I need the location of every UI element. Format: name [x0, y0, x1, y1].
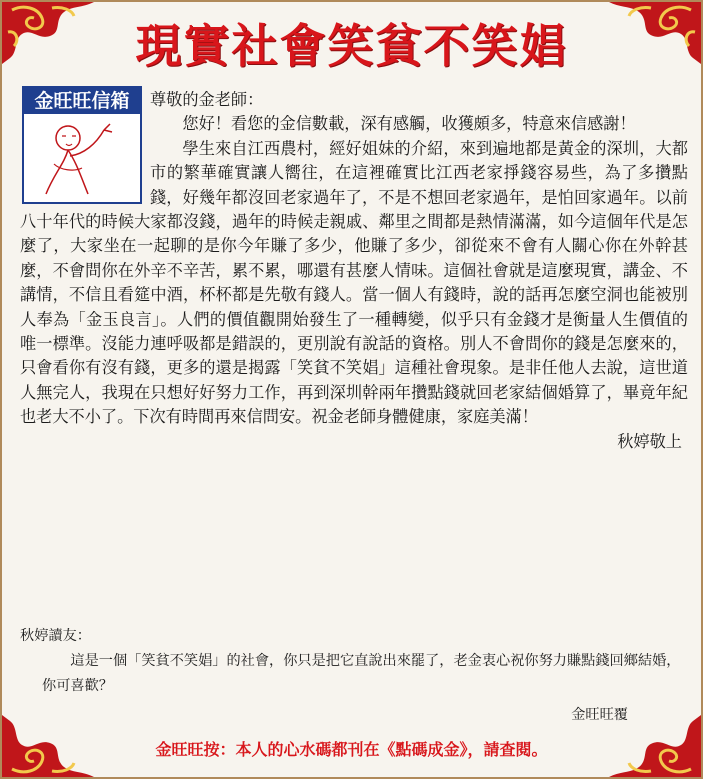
letter-signature: 秋婷敬上 — [617, 431, 682, 451]
column-logo-label: 金旺旺信箱 — [24, 88, 140, 114]
letter-paragraph: 學生來自江西農村，經好姐妹的介紹，來到遍地都是黃金的深圳，大都市的繁華確實讓人嚮往，在這裡確實比江西老家掙錢容易些，為了多攢點錢，好幾年都沒回老家過年了，不是不想回老家過年，是怕回家過年。以前八十年代的時候大家都沒錢，過年的時候走親戚、鄰里之間都是熱情滿滿，如今這個年代是怎麼了，大家坐在一起聊的是你今年賺了多少，他賺了多少，卻從來不會有人關心你在外幹甚麼，不會問你在外辛不辛苦，累不累，哪還有甚麼人情味。這個社會就是這麼現實，講金、不講情，不信且看筵中酒，杯杯都是先敬有錢人。當一個人有錢時，說的話再怎麼空洞也能被別人奉為「金玉良言」。人們的價值觀開始發生了一種轉變，似乎只有金錢才是衡量人生價值的唯一標準。沒能力連呼吸都是錯誤的，更別說有說話的資格。別人不會問你的錢是怎麼來的，只會看你有沒有錢，更多的還是揭露「笑貧不笑娼」這種社會現象。是非任他人去說，這世道人無完人，我現在只想好好努力工作，再到深圳幹兩年攢點錢就回老家結個婚算了，畢竟年紀也老大不小了。下次有時間再來信問安。祝金老師身體健康，家庭美滿！ — [20, 138, 688, 427]
reply-salutation: 秋婷讀友： — [20, 628, 91, 644]
reply-signature: 金旺旺覆 — [571, 707, 628, 723]
letter-paragraph: 您好！看您的金信數載，深有感觸，收獲頗多，特意來信感謝！ — [182, 114, 636, 134]
reader-letter — [20, 88, 688, 454]
page-title: 現實社會笑貧不笑娼 — [135, 19, 568, 73]
reply-body: 這是一個「笑貧不笑娼」的社會，你只是把它直說出來罷了，老金衷心祝你努力賺點錢回鄉結婚，你可喜歡？ — [42, 653, 681, 694]
editor-reply — [20, 624, 688, 728]
letter-salutation: 尊敬的金老師： — [150, 90, 264, 109]
editor-note: 金旺旺按：本人的心水碼都刊在《點碼成金》，請查閱。 — [155, 740, 548, 759]
